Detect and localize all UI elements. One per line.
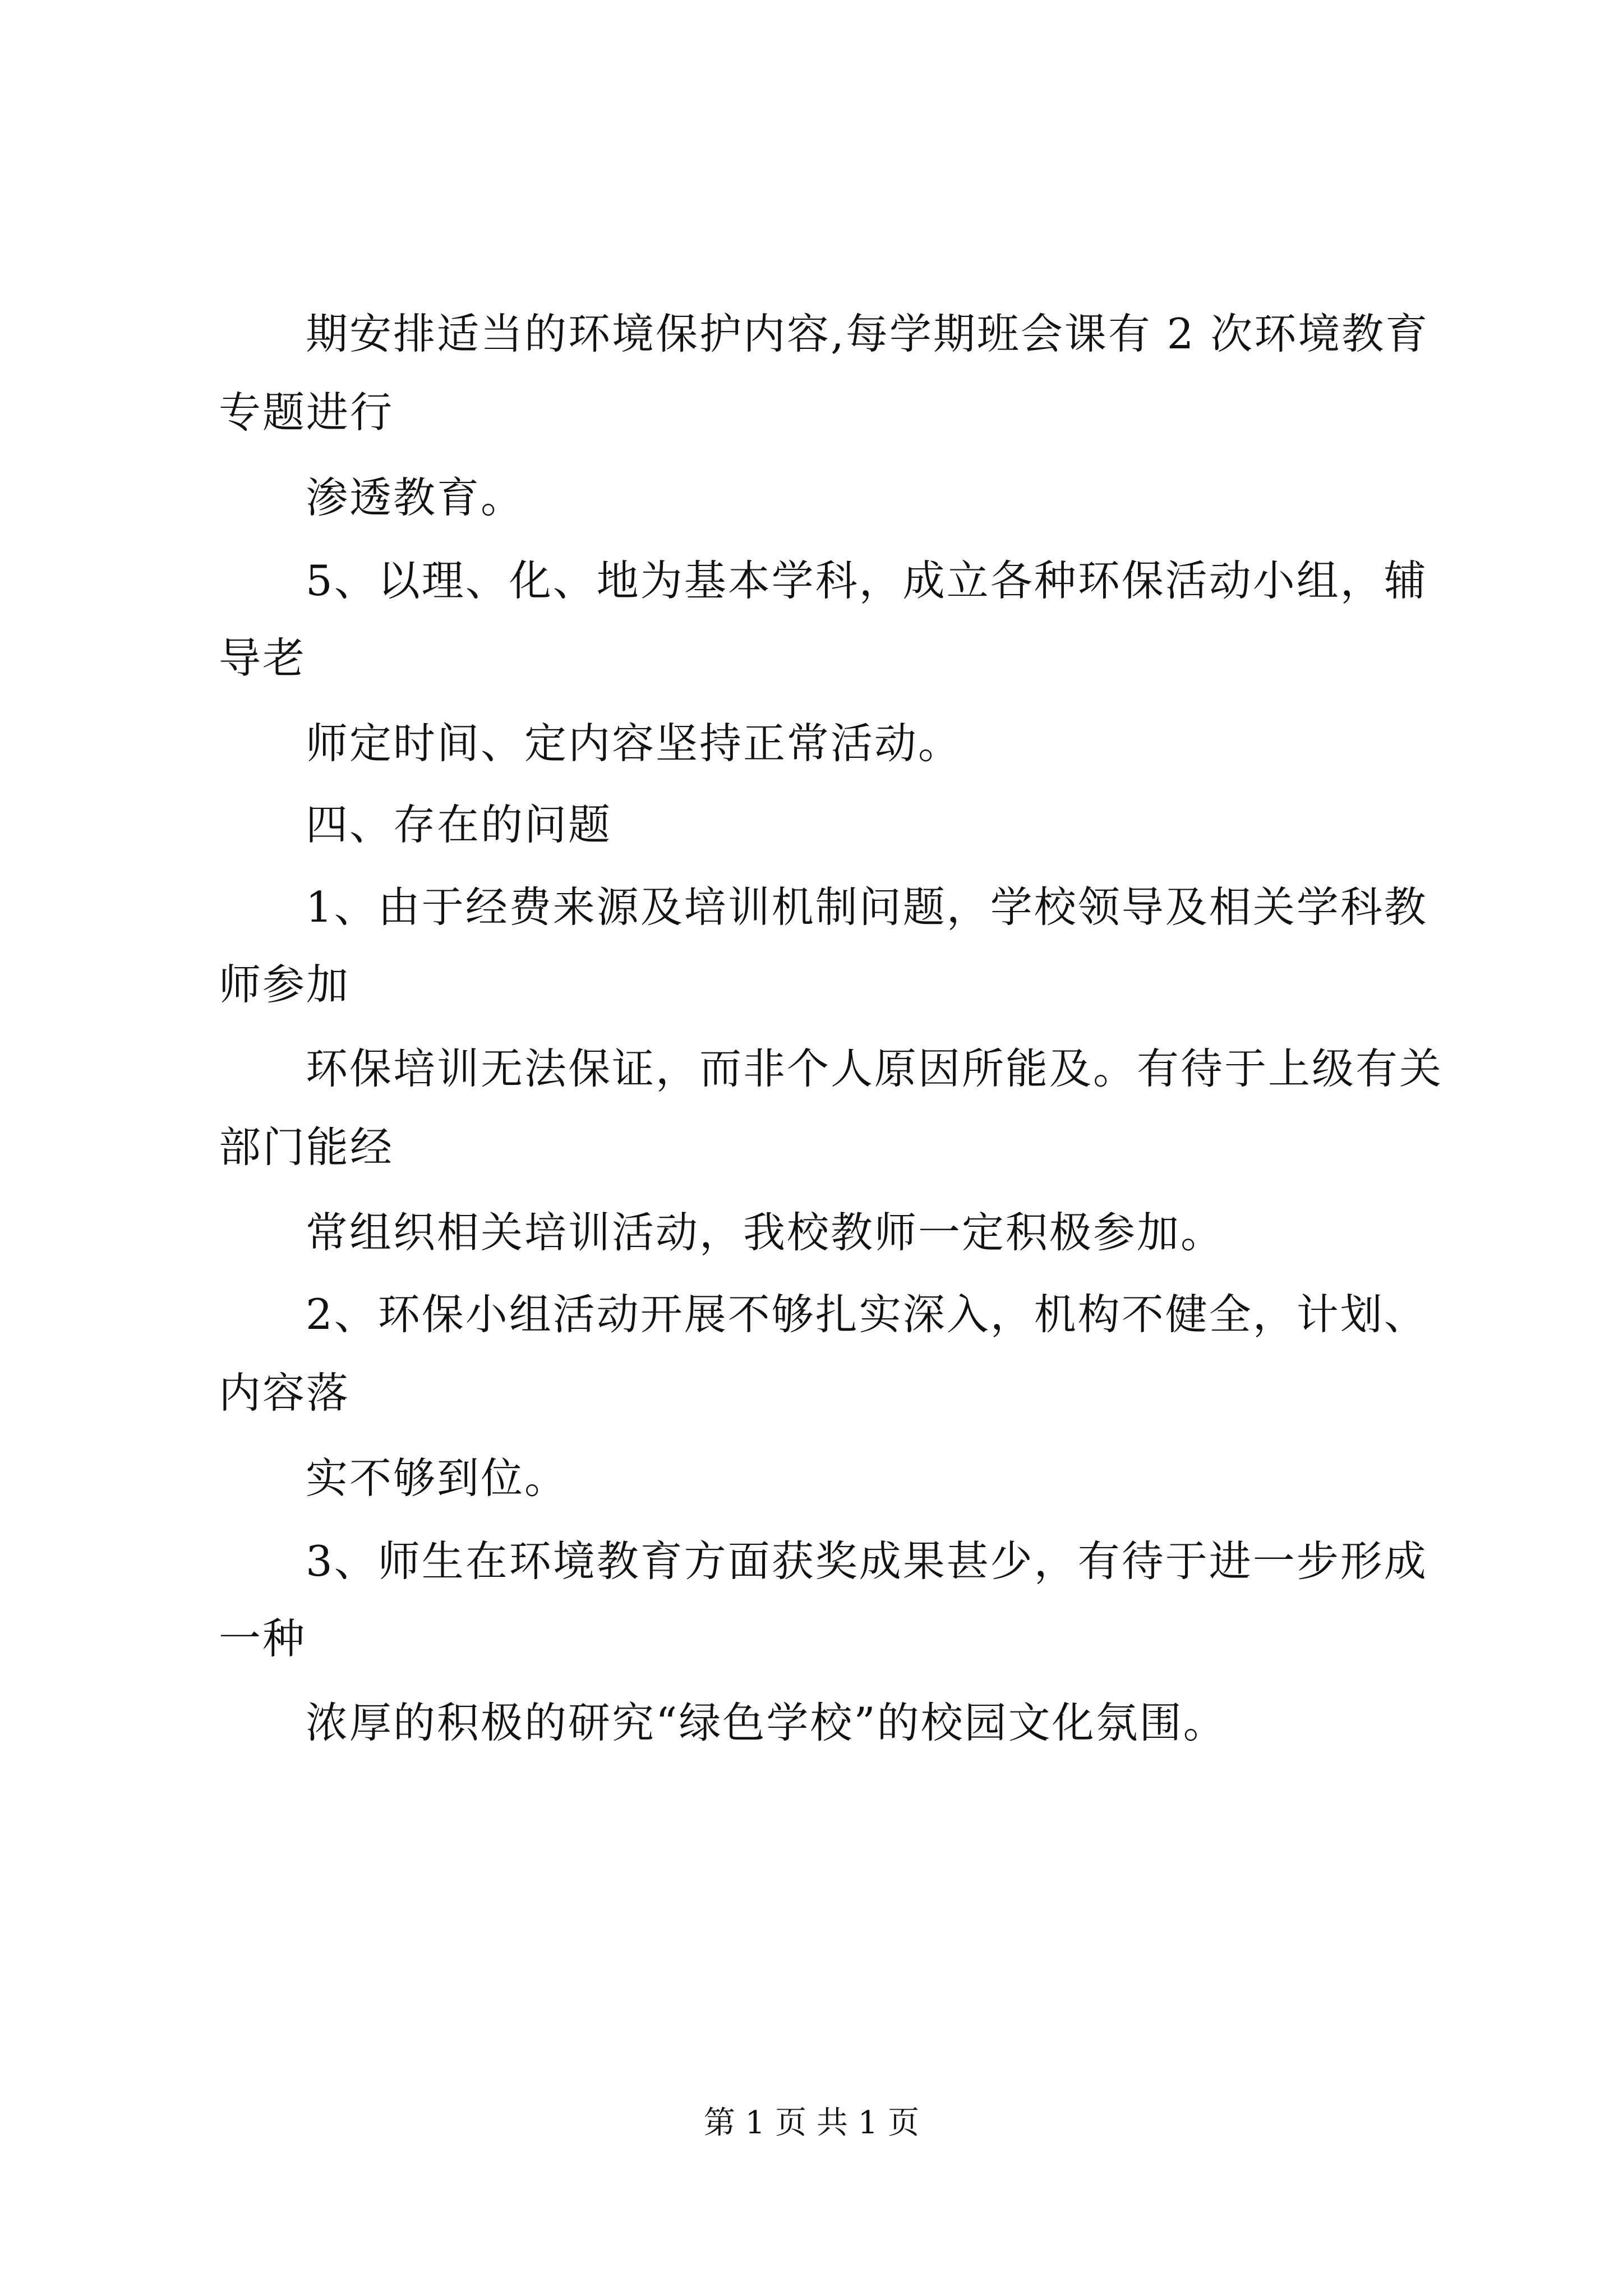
text-line: 1、由于经费来源及培训机制问题，学校领导及相关学科教 <box>306 882 1428 932</box>
text-line: 常组织相关培训活动，我校教师一定积极参加。 <box>306 1208 1225 1257</box>
text-line: 2、环保小组活动开展不够扎实深入，机构不健全，计划、 <box>306 1290 1428 1339</box>
text-line: 5、以理、化、地为基本学科，成立各种环保活动小组，辅 <box>306 556 1428 605</box>
text-line: 3、师生在环境教育方面获奖成果甚少，有待于进一步形成 <box>306 1536 1428 1586</box>
text-line: 内容落 <box>219 1368 351 1418</box>
text-line: 一种 <box>219 1614 307 1663</box>
text-line: 师定时间、定内容坚持正常活动。 <box>306 719 962 768</box>
text-line: 渗透教育。 <box>306 473 525 522</box>
page-number-footer: 第 1 页 共 1 页 <box>703 2105 920 2141</box>
text-line: 师参加 <box>219 960 351 1009</box>
text-line: 导老 <box>219 633 307 683</box>
text-line: 部门能经 <box>219 1122 394 1172</box>
text-line: 期安排适当的环境保护内容,每学期班会课有 2 次环境教育 <box>306 309 1430 358</box>
text-line: 浓厚的积极的研究“绿色学校”的校园文化氛围。 <box>306 1698 1227 1747</box>
text-line: 专题进行 <box>219 388 394 437</box>
text-line: 四、存在的问题 <box>306 800 612 849</box>
text-line: 环保培训无法保证，而非个人原因所能及。有待于上级有关 <box>306 1044 1444 1093</box>
text-line: 实不够到位。 <box>306 1453 569 1503</box>
